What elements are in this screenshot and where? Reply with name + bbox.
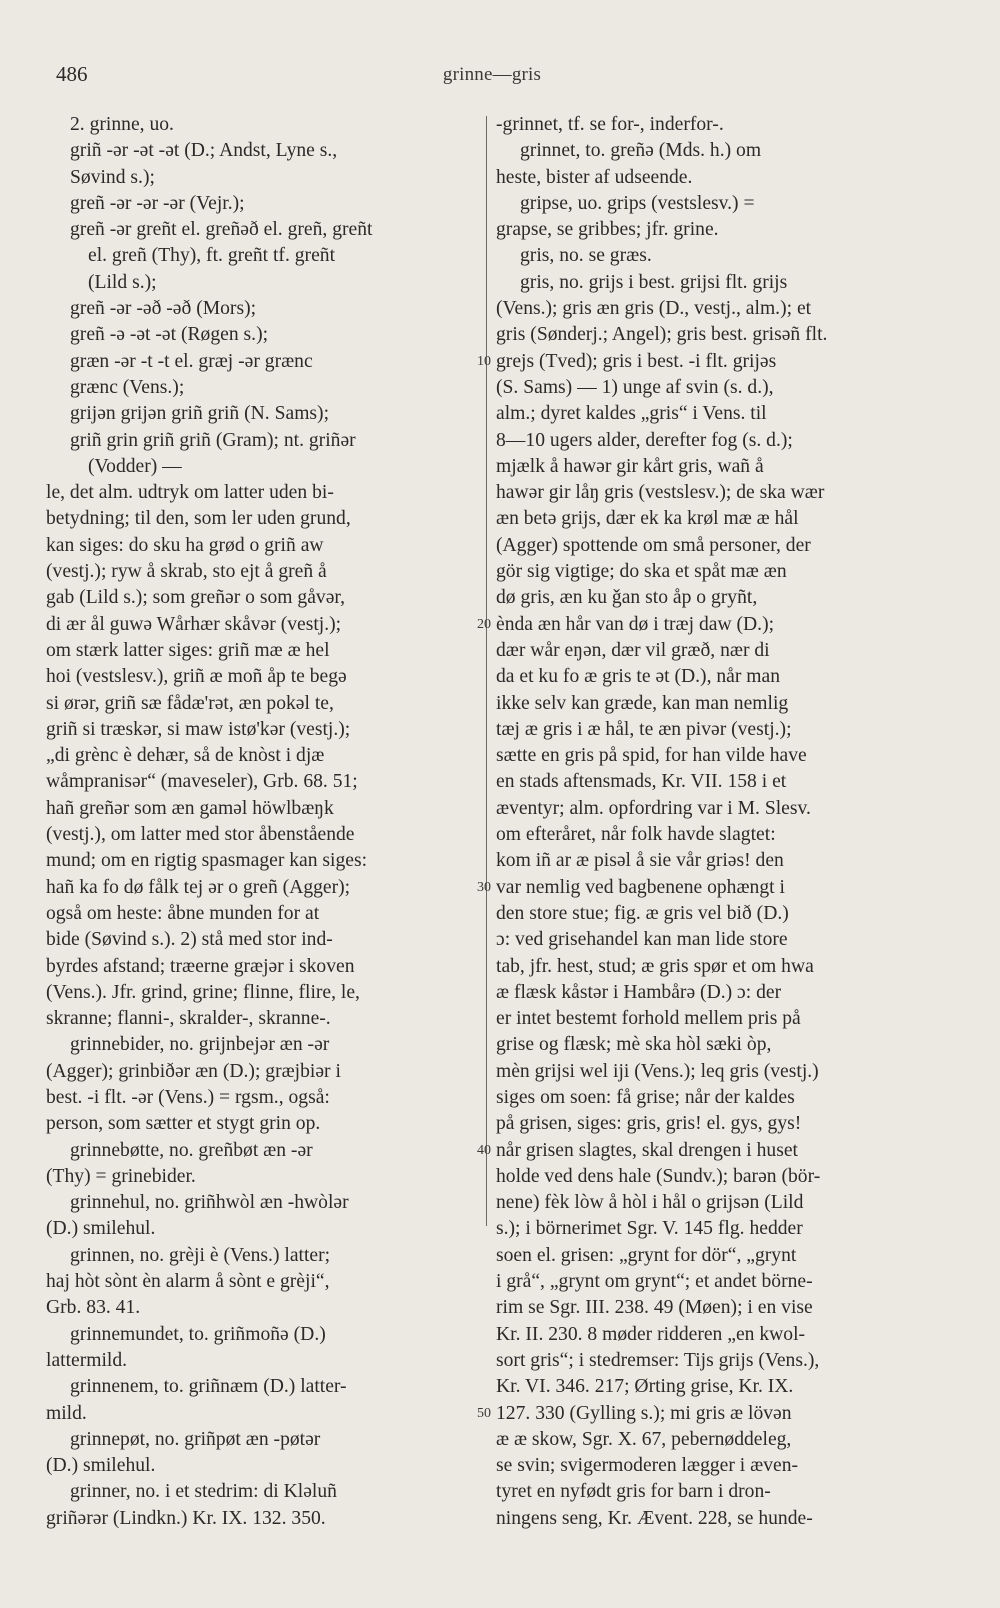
text-line: ènda æn hår van dø i træj daw (D.); <box>496 613 775 635</box>
text-line: (Lild s.); <box>88 271 157 293</box>
text-line: om stærk latter siges: griñ mæ æ hel <box>46 639 330 661</box>
text-line: gripse, uo. grips (vestslesv.) = <box>520 192 755 214</box>
text-line: grinnet, to. greñə (Mds. h.) om <box>520 140 762 162</box>
text-line: (Vens.); gris æn gris (D., vestj., alm.); et <box>496 298 812 320</box>
text-line: heste, bister af udseende. <box>496 166 693 188</box>
text-line: griñ grin griñ griñ (Gram); nt. griñər <box>70 429 356 451</box>
text-line: æn betə grijs, dær ek ka krøl mæ æ hål <box>496 508 799 530</box>
text-line: da et ku fo æ gris te ət (D.), når man <box>496 666 781 688</box>
text-line: (vestj.); ryw å skrab, sto ejt å greñ å <box>46 561 327 583</box>
text-line: si ørər, griñ sæ fådæ'rət, æn pokəl te, <box>46 692 334 714</box>
text-line: sort gris“; i stedremser: Tijs grijs (Vens.), <box>496 1349 820 1371</box>
text-line: soen el. grisen: „grynt for dör“, „grynt <box>496 1244 797 1266</box>
text-line: i grå“, „grynt om grynt“; et andet börne- <box>496 1271 813 1293</box>
text-line: 8—10 ugers alder, derefter fog (s. d.); <box>496 429 793 451</box>
text-line: mèn grijsi wel iji (Vens.); leq gris (vestj.) <box>496 1060 819 1082</box>
text-line: også om heste: åbne munden for at <box>46 902 320 924</box>
text-line: (vestj.), om latter med stor åbenstående <box>46 824 355 846</box>
text-line: mund; om en rigtig spasmager kan siges: <box>46 850 368 872</box>
text-line: rim se Sgr. III. 238. 49 (Møen); i en vise <box>496 1297 813 1319</box>
text-line: ɔ: ved grisehandel kan man lide store <box>496 929 788 951</box>
text-line: person, som sætter et stygt grin op. <box>46 1113 321 1135</box>
text-line: grinnenem, to. griñnæm (D.) latter- <box>70 1376 347 1398</box>
text-line: lattermild. <box>46 1349 128 1371</box>
text-line: æventyr; alm. opfordring var i M. Slesv. <box>496 797 811 819</box>
text-line: nene) fèk lòw å hòl i hål o grijsən (Lild <box>496 1192 804 1214</box>
text-line: gris, no. se græs. <box>520 245 652 267</box>
line-number: 50 <box>477 1405 491 1421</box>
line-number: 10 <box>477 353 491 369</box>
text-line: gör sig vigtige; do ska et spåt mæ æn <box>496 561 787 583</box>
text-line: gab (Lild s.); som greñər o som gåvər, <box>46 587 346 609</box>
text-line: holde ved dens hale (Sundv.); barən (bör- <box>496 1165 821 1187</box>
text-line: (Vodder) — <box>88 455 182 477</box>
text-line: mjælk å hawər gir kårt gris, wañ å <box>496 455 764 477</box>
text-line: grænc (Vens.); <box>70 376 185 398</box>
text-line: grapse, se gribbes; jfr. grine. <box>496 219 719 241</box>
text-line: kom iñ ar æ pisəl å sie vår griəs! den <box>496 850 784 872</box>
text-line: di ær ål guwə Wårhær skåvər (vestj.); <box>46 613 342 635</box>
text-line: (Agger) spottende om små personer, der <box>496 534 811 556</box>
column-divider <box>486 116 487 1226</box>
text-line: greñ -ər greñt el. greñəð el. greñ, greñt <box>70 219 373 241</box>
page-number: 486 <box>56 62 88 86</box>
text-line: på grisen, siges: gris, gris! el. gys, gys! <box>496 1113 802 1135</box>
text-line: når grisen slagtes, skal drengen i huset <box>496 1139 798 1161</box>
text-line: -grinnet, tf. se for-, inderfor-. <box>496 114 724 135</box>
text-line: siges om soen: få grise; når der kaldes <box>496 1086 795 1108</box>
left-column <box>46 112 470 1532</box>
text-line: greñ -ə -ət -ət (Røgen s.); <box>70 324 269 346</box>
text-line: tab, jfr. hest, stud; æ gris spør et om hwa <box>496 955 814 977</box>
text-line: hawər gir låŋ gris (vestslesv.); de ska wær <box>496 482 825 504</box>
text-line: sætte en gris på spid, for han vilde have <box>496 745 807 767</box>
line-number: 20 <box>477 616 491 632</box>
text-line: greñ -ər -əð -əð (Mors); <box>70 298 257 320</box>
text-line: tæj æ gris i æ hål, te æn pivər (vestj.); <box>496 718 792 740</box>
text-line: en stads aftensmads, Kr. VII. 158 i et <box>496 771 787 793</box>
right-column <box>496 112 918 1532</box>
text-line: gris, no. grijs i best. grijsi flt. grijs <box>520 271 788 293</box>
text-line: grinnehul, no. griñhwòl æn -hwòlər <box>70 1192 349 1214</box>
text-line: grinnepøt, no. griñpøt æn -pøtər <box>70 1428 321 1450</box>
text-line: griñ si træskər, si maw istø'kər (vestj.); <box>46 718 351 740</box>
text-line: æ æ skow, Sgr. X. 67, pebernøddeleg, <box>496 1428 792 1450</box>
text-line: dø gris, æn ku ǧan sto åp o gryñt, <box>496 587 758 609</box>
text-line: (S. Sams) — 1) unge af svin (s. d.), <box>496 376 774 398</box>
text-line: se svin; svigermoderen lægger i æven- <box>496 1455 799 1477</box>
text-line: gris (Sønderj.; Angel); gris best. grisəñ flt. <box>496 324 828 346</box>
text-line: le, det alm. udtryk om latter uden bi- <box>46 482 334 504</box>
text-line: (Thy) = grinebider. <box>46 1165 196 1187</box>
text-line: hañ greñər som æn gaməl höwlbæŋk <box>46 797 334 819</box>
text-line: Søvind s.); <box>70 166 155 188</box>
text-line: grejs (Tved); gris i best. -i flt. grijəs <box>496 350 777 372</box>
text-line: griñərər (Lindkn.) Kr. IX. 132. 350. <box>46 1507 326 1529</box>
line-number: 40 <box>477 1142 491 1158</box>
text-line: wåmpranisər“ (maveseler), Grb. 68. 51; <box>46 771 358 793</box>
text-line: (Agger); grinbiðər æn (D.); græjbiər i <box>46 1060 341 1082</box>
text-line: haj hòt sònt èn alarm å sònt e grèji“, <box>46 1271 330 1293</box>
text-line: „di grènc è dehær, så de knòst i djæ <box>46 745 325 767</box>
text-line: griñ -ər -ət -ət (D.; Andst, Lyne s., <box>70 140 338 162</box>
text-line: alm.; dyret kaldes „gris“ i Vens. til <box>496 403 767 425</box>
text-line: græn -ər -t -t el. græj -ər grænc <box>70 350 313 372</box>
text-line: grise og flæsk; mè ska hòl sæki òp, <box>496 1034 772 1056</box>
text-line: hañ ka fo dø fålk tej ər o greñ (Agger); <box>46 876 351 898</box>
text-line: dær wår eŋən, dær vil græð, nær di <box>496 639 770 661</box>
text-line: 2. grinne, uo. <box>70 114 174 135</box>
text-line: grinnen, no. grèji è (Vens.) latter; <box>70 1244 331 1266</box>
text-line: 127. 330 (Gylling s.); mi gris æ lövən <box>496 1402 792 1424</box>
text-line: ikke selv kan græde, kan man nemlig <box>496 692 789 714</box>
text-line: Grb. 83. 41. <box>46 1297 141 1319</box>
text-line: best. -i flt. -ər (Vens.) = rgsm., også: <box>46 1086 330 1108</box>
text-line: ningens seng, Kr. Ævent. 228, se hunde- <box>496 1507 813 1529</box>
text-line: hoi (vestslesv.), griñ æ moñ åp te begə <box>46 666 347 688</box>
running-head: grinne—gris <box>442 64 542 85</box>
text-line: den store stue; fig. æ gris vel bið (D.) <box>496 902 789 924</box>
text-line: er intet bestemt forhold mellem pris på <box>496 1008 801 1030</box>
text-line: s.); i börnerimet Sgr. V. 145 flg. hedder <box>496 1218 803 1240</box>
text-line: grinnemundet, to. griñmoñə (D.) <box>70 1323 326 1345</box>
text-line: mild. <box>46 1402 87 1424</box>
text-line: grijən grijən griñ griñ (N. Sams); <box>70 403 330 425</box>
text-line: betydning; til den, som ler uden grund, <box>46 508 351 530</box>
text-line: om efteråret, når folk havde slagtet: <box>496 824 776 846</box>
text-line: kan siges: do sku ha grød o griñ aw <box>46 534 324 556</box>
page-header <box>52 62 932 92</box>
text-line: bide (Søvind s.). 2) stå med stor ind- <box>46 929 333 951</box>
text-line: grinner, no. i et stedrim: di Kləluñ <box>70 1481 337 1503</box>
text-line: el. greñ (Thy), ft. greñt tf. greñt <box>88 245 336 267</box>
line-number: 30 <box>477 879 491 895</box>
text-line: byrdes afstand; træerne græjər i skoven <box>46 955 355 977</box>
text-line: skranne; flanni-, skralder-, skranne-. <box>46 1008 331 1030</box>
text-line: (Vens.). Jfr. grind, grine; flinne, flire, le, <box>46 981 360 1003</box>
text-line: var nemlig ved bagbenene ophængt i <box>496 876 785 898</box>
text-line: greñ -ər -ər -ər (Vejr.); <box>70 192 245 214</box>
text-line: Kr. VI. 346. 217; Ørting grise, Kr. IX. <box>496 1376 794 1398</box>
text-line: grinnebøtte, no. greñbøt æn -ər <box>70 1139 313 1161</box>
text-line: (D.) smilehul. <box>46 1218 156 1240</box>
text-line: tyret en nyfødt gris for barn i dron- <box>496 1481 771 1503</box>
text-line: æ flæsk kåstər i Hambårə (D.) ɔ: der <box>496 981 782 1003</box>
text-line: grinnebider, no. grijnbejər æn -ər <box>70 1034 330 1056</box>
text-line: Kr. II. 230. 8 møder ridderen „en kwol- <box>496 1323 806 1345</box>
text-line: (D.) smilehul. <box>46 1455 156 1477</box>
